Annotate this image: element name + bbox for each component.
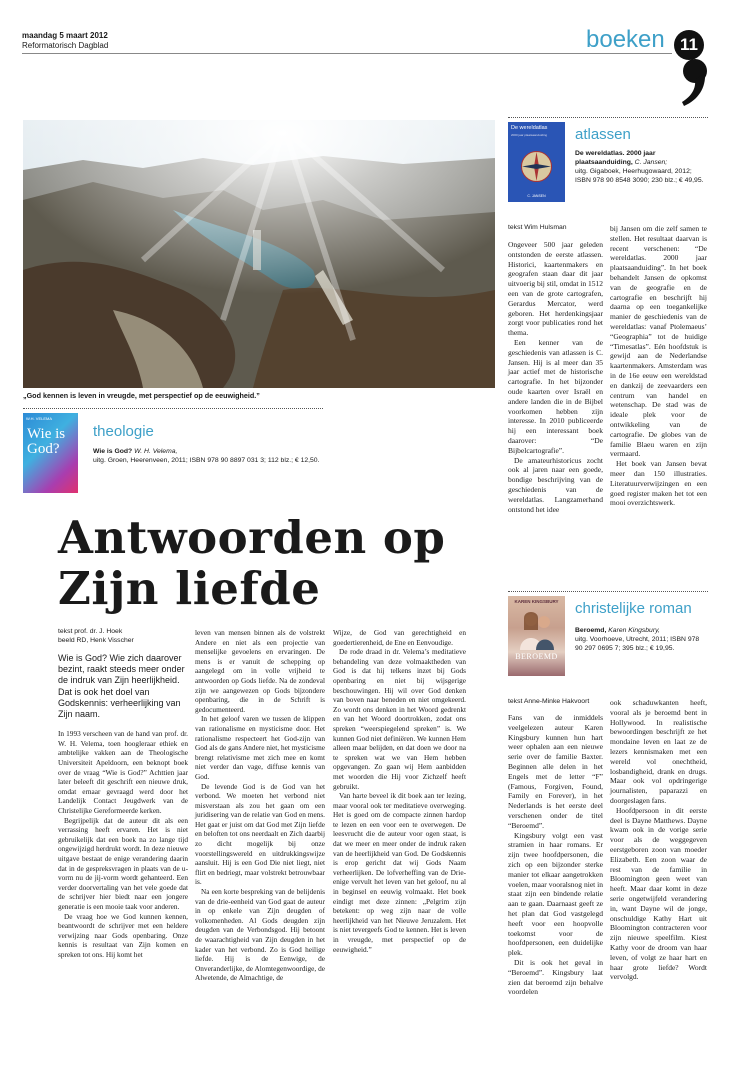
article-credit-photo: beeld RD, Henk Visscher	[58, 636, 134, 644]
article-paragraph: leven van mensen binnen als de volstrekt Andere en niet als een projectie van menselijke gevoelens en ervaringen. De mens is er vanuit de schepping op aangelegd om in volle vrijheid te antwoorden op Gods liefde. Na de zondeval zijn we aangewezen op Gods bijzondere openbaring, die in de Schrift is gedocumenteerd.	[195, 628, 325, 714]
roman-category: christelijke roman	[575, 600, 692, 617]
compass-rose-icon	[520, 150, 553, 183]
article-paragraph: De vraag hoe we God kunnen kennen, beantwoordt de schrijver met een heldere verwijzing naar Gods openbaring. Onze kennis is resultaat van Zijn komen en spreken tot ons. Hij komt het	[58, 911, 188, 959]
cover-author: C. JANSEN	[527, 194, 546, 198]
article-headline	[58, 512, 498, 614]
atlassen-paragraph: bij Jansen om die zelf samen te stellen. Het resultaat daarvan is recent verschenen: “De wereldatlas. 2000 jaar plaatsaanduiding”. In het boek behandelt Jansen de opkomst van de geografie en de cartografie en beschrijft hij daarna op een toegankelijke manier de geschiedenis van de wereldatlas: vanaf Ptolemaeus’ “Geographia” tot de huidige “Timesatlas”. Eén hoofdstuk is gewijd aan de Nederlandse kaartenmakers. Amsterdam was in de 16e eeuw een wereldstad en dankzij de zeevaarders een centrum van handel en wetenschap. De stad was de ideale plek voor de ontwikkeling van de cartografie. De globes van de familie Blaeu waren en zijn vermaard.	[610, 224, 707, 459]
roman-paragraph: Fans van de inmiddels veelgelezen auteur Karen Kingsbury kunnen hun hart weer ophalen aan een nieuwe serie over de familie Baxter. Beginnen alle delen in het Engels met de letter “F” (Famous, Forgiven, Found, Family en Forever), in het Nederlands is het eerste deel verschenen onder de titel “Beroemd”.	[508, 713, 603, 830]
roman-paragraph: ook schaduwkanten heeft, vooral als je beroemd bent in Hollywood. In realistische bewoordingen beschrijft ze het mondaine leven en laat ze de lezers kennismaken met een wereld vol onechtheid, losbandigheid, drank en drugs. Maar ook vol opdringerige journalisten, paparazzi en doorgeslagen fans.	[610, 698, 707, 805]
atlassen-paragraph: Een kenner van de geschiedenis van atlassen is C. Jansen. Hij is al meer dan 35 jaar actief met de historische cartografie. In het bijzonder oude kaarten over Israël en andere landen die in de Bijbel voorkomen hebben zijn interesse. In 2010 publiceerde hij een interessant boek daarover: “De Bijbelcartografie”.	[508, 337, 603, 455]
atlassen-credit: tekst Wim Hulsman	[508, 224, 567, 231]
article-paragraph: In 1993 verscheen van de hand van prof. dr. W. H. Velema, toen hoogleraar ethiek en ambtelijke vakken aan de Theologische Universiteit Apeldoorn, een beknopt boek over de vraag “Wie is God?” Achttien jaar later beleeft dit geschrift een nieuwe druk, omdat ernaar gevraagd werd door het Landelijk Contact Jeugdwerk van de Christelijke Gereformeerde kerken.	[58, 729, 188, 815]
section-title: boeken	[586, 26, 665, 53]
article-paragraph: De levende God is de God van het verbond. We moeten het verbond niet misverstaan als zou het gaan om een juridisering van de relatie van God en mens. Het gaat er juist om dat God met Zijn liefde en beloften tot ons neerdaalt en Zich daarbij zo dicht mogelijk bij onze voorstellingswereld en uitdrukkingswijze aansluit. Hij is een God Die niet liegt, niet flirt en bedriegt, maar volstrekt betrouwbaar is.	[195, 781, 325, 887]
atlassen-paragraph: Het boek van Jansen bevat meer dan 150 illustraties. Literatuurverwijzingen en een goed register maken het tot een mooi overzichtswerk.	[610, 459, 707, 508]
atlassen-book-cover	[508, 122, 565, 202]
atlassen-book-details: uitg. Gigaboek, Heerhugowaard, 2012; ISBN 978 90 8548 3090; 230 blz.; € 49,95.	[575, 168, 704, 184]
roman-paragraph: Dit is ook het geval in “Beroemd”. Kingsbury laat zien dat beroemd zijn behalve voordelen	[508, 957, 603, 997]
photo-caption: „God kennen is leven in vreugde, met perspectief op de eeuwigheid.”	[23, 391, 260, 400]
roman-paragraph: Hoofdpersoon in dit eerste deel is Dayne Matthews. Dayne kwam ook in de vorige serie voor als de weggegeven eerstgeboren zoon van moeder Elizabeth. Een zoon waar de rest van de familie in Bloomington geen weet van heeft. Maar daar komt in deze serie ongetwijfeld verandering in, want Dayne wil de jonge, onschuldige Kathy Hart uit Bloomington contracteren voor zijn nieuwe speelfilm. Kiest Kathy voor de droom van haar leven, of volgt ze haar hart en haar grote liefde? Wordt vervolgd.	[610, 805, 707, 982]
atlassen-book-author: C. Jansen;	[634, 159, 668, 166]
theologie-category: theologie	[93, 423, 154, 440]
cover-title: Wie is God?	[27, 426, 66, 457]
header-date: maandag 5 maart 2012	[22, 31, 108, 40]
roman-book-author: Karen Kingsbury,	[608, 627, 660, 634]
headline-line-1: Antwoorden op	[58, 511, 446, 564]
atlassen-paragraph: Ongeveer 500 jaar geleden ontstonden de eerste atlassen. Historici, kaartenmakers en geografen staan daar dit jaar uitvoerig bij stil, omdat in 1512 een van de grote cartografen, Gerardus Mercator, werd geboren. Het herdenkingsjaar zorgt voor publicaties rond het thema.	[508, 240, 603, 338]
dam-landscape-photo	[23, 120, 495, 388]
article-intro: Wie is God? Wie zich daarover bezint, raakt steeds meer onder de indruk van Zijn heerlijkheid. Dat is ook het doel van Godskennis: verheerlijking van Zijn naam.	[58, 653, 185, 720]
atlassen-category: atlassen	[575, 126, 631, 143]
cover-title: BEROEMD	[515, 652, 558, 661]
theologie-book-author: W. H. Velema,	[134, 448, 178, 455]
article-paragraph: De rode draad in dr. Velema’s meditatieve behandeling van deze volmaaktheden van God is dat hij telkens inzet bij Gods openbaring en niet bij wijsgerige beschouwingen. Hij wil over God denken van boven naar beneden en niet omgekeerd. Zo wordt ons denken in het Woord gedrenkt en van het Woord doortrokken, zodat ons spreken “weerspiegelend spreken” is. We kunnen God niet definiëren. We kunnen Hem alleen maar belijden, en dat doen we door na te spreken wat we van Hem hebben opgevangen. Zo gaan wij Hem aanbidden met woorden die Hij voor Zichzelf heeft gebruikt.	[333, 647, 466, 791]
theologie-book-title: Wie is God?	[93, 448, 133, 455]
roman-book-cover	[508, 596, 565, 676]
atlassen-book-title: De wereldatlas. 2000 jaar plaatsaanduiding,	[575, 150, 656, 166]
atlassen-paragraph: De amateurhistoricus zocht ook al jaren naar een goede, bondige beschrijving van de geschiedenis van de wereldatlas. Langzamerhand ontstond het idee	[508, 455, 603, 514]
article-paragraph: Na een korte bespreking van de belijdenis van de drie-eenheid van God gaat de auteur in op enkele van Zijn deugden of volkomenheden. Al Gods deugden zijn deugden van de Verbondsgod. Hij betoont de waarachtigheid van Zijn deugden in het kader van het verbond. Zo is God heilige liefde. Hij is de Eenwige, de Onveranderlijke, de Alomtegenwoordige, de Alwetende, de Almachtige, de	[195, 887, 325, 983]
roman-credit: tekst Anne-Minke Hakvoort	[508, 698, 590, 705]
theologie-book-cover	[23, 413, 78, 493]
page-number: 11	[680, 35, 698, 54]
headline-line-2: Zijn liefde	[58, 562, 321, 615]
roman-paragraph: Kingsbury volgt een vast stramien in haar romans. Er zijn twee hoofdpersonen, die zich op een bijzonder sterke manier tot elkaar aangetrokken voelen, maar vooralsnog niet in staat zijn een bindende relatie aan te gaan. Daarnaast geeft ze het plan dat God vastgelegd heeft voor een hoopvolle toekomst voor de hoofdpersonen, een duidelijke plek.	[508, 830, 603, 958]
theologie-book-details: uitg. Groen, Heerenveen, 2011; ISBN 978 90 8897 031 3; 112 blz.; € 12,50.	[93, 457, 320, 464]
cover-title: De wereldatlas	[511, 125, 548, 131]
article-credit-text: tekst prof. dr. J. Hoek	[58, 628, 123, 635]
cover-author: KAREN KINGSBURY	[514, 599, 559, 604]
header-paper: Reformatorisch Dagblad	[22, 41, 109, 50]
page-number-badge	[674, 30, 704, 60]
roman-book-title: Beroemd,	[575, 627, 607, 634]
cover-subtitle: 2000 jaar plaatsaanduiding	[511, 133, 548, 137]
comma-ornament-icon	[678, 58, 710, 108]
cover-author: W.H. VELEMA	[26, 416, 53, 421]
article-paragraph: Wijze, de God van gerechtigheid en goedertierenheid, de Ene en Eenvoudige.	[333, 628, 466, 647]
couple-illustration	[518, 610, 556, 650]
article-paragraph: Begrijpelijk dat de auteur dit als een verrassing heeft ervaren. Het is niet gebruikelijk dat een boek na zo lange tijd ongewijzigd herdrukt wordt. In deze nieuwe uitgave bestaat de enige verandering daarin dat in de gespreksvragen in plaats van de u-vorm nu de jij-vorm wordt gehanteerd. Een verder doorvertaling van het vele goede dat de schrijver hier biedt naar een jongere generatie is een mooie taak voor anderen.	[58, 815, 188, 911]
article-paragraph: Van harte beveel ik dit boek aan ter lezing, maar vooral ook ter meditatieve overweging. Het is goed om de compacte zinnen hardop te lezen en een voor een te overwegen. De leesvrucht die de auteur voor ogen staat, is dat we meer en meer onder de indruk raken van de heerlijkheid van God. De Godskennis is erop gericht dat wij Gods Naam verheerlijken. De lofverheffing van de Drie-enige vervult het leven van het geloof, nu al in beginsel en eeuwig volmaakt. Het boek eindigt met deze zinnen: „Pelgrim zijn betekent: op weg zijn naar de volle heerlijkheid van het Nieuwe Jeruzalem. Het is niet tevergeefs God te kennen. Het is leven in vreugde, met perspectief op de eeuwigheid.”	[333, 791, 466, 954]
article-paragraph: In het geloof varen we tussen de klippen van rationalisme en mysticisme door. Het rationalisme respecteert het God-zijn van God als de gans Andere niet, het mysticisme brengt relativisme met zich mee en komt niet verder dan vage, diffuse kennis van God.	[195, 714, 325, 781]
roman-book-details: uitg. Voorhoeve, Utrecht, 2011; ISBN 978 90 297 0695 7; 395 blz.; € 19,95.	[575, 636, 700, 652]
